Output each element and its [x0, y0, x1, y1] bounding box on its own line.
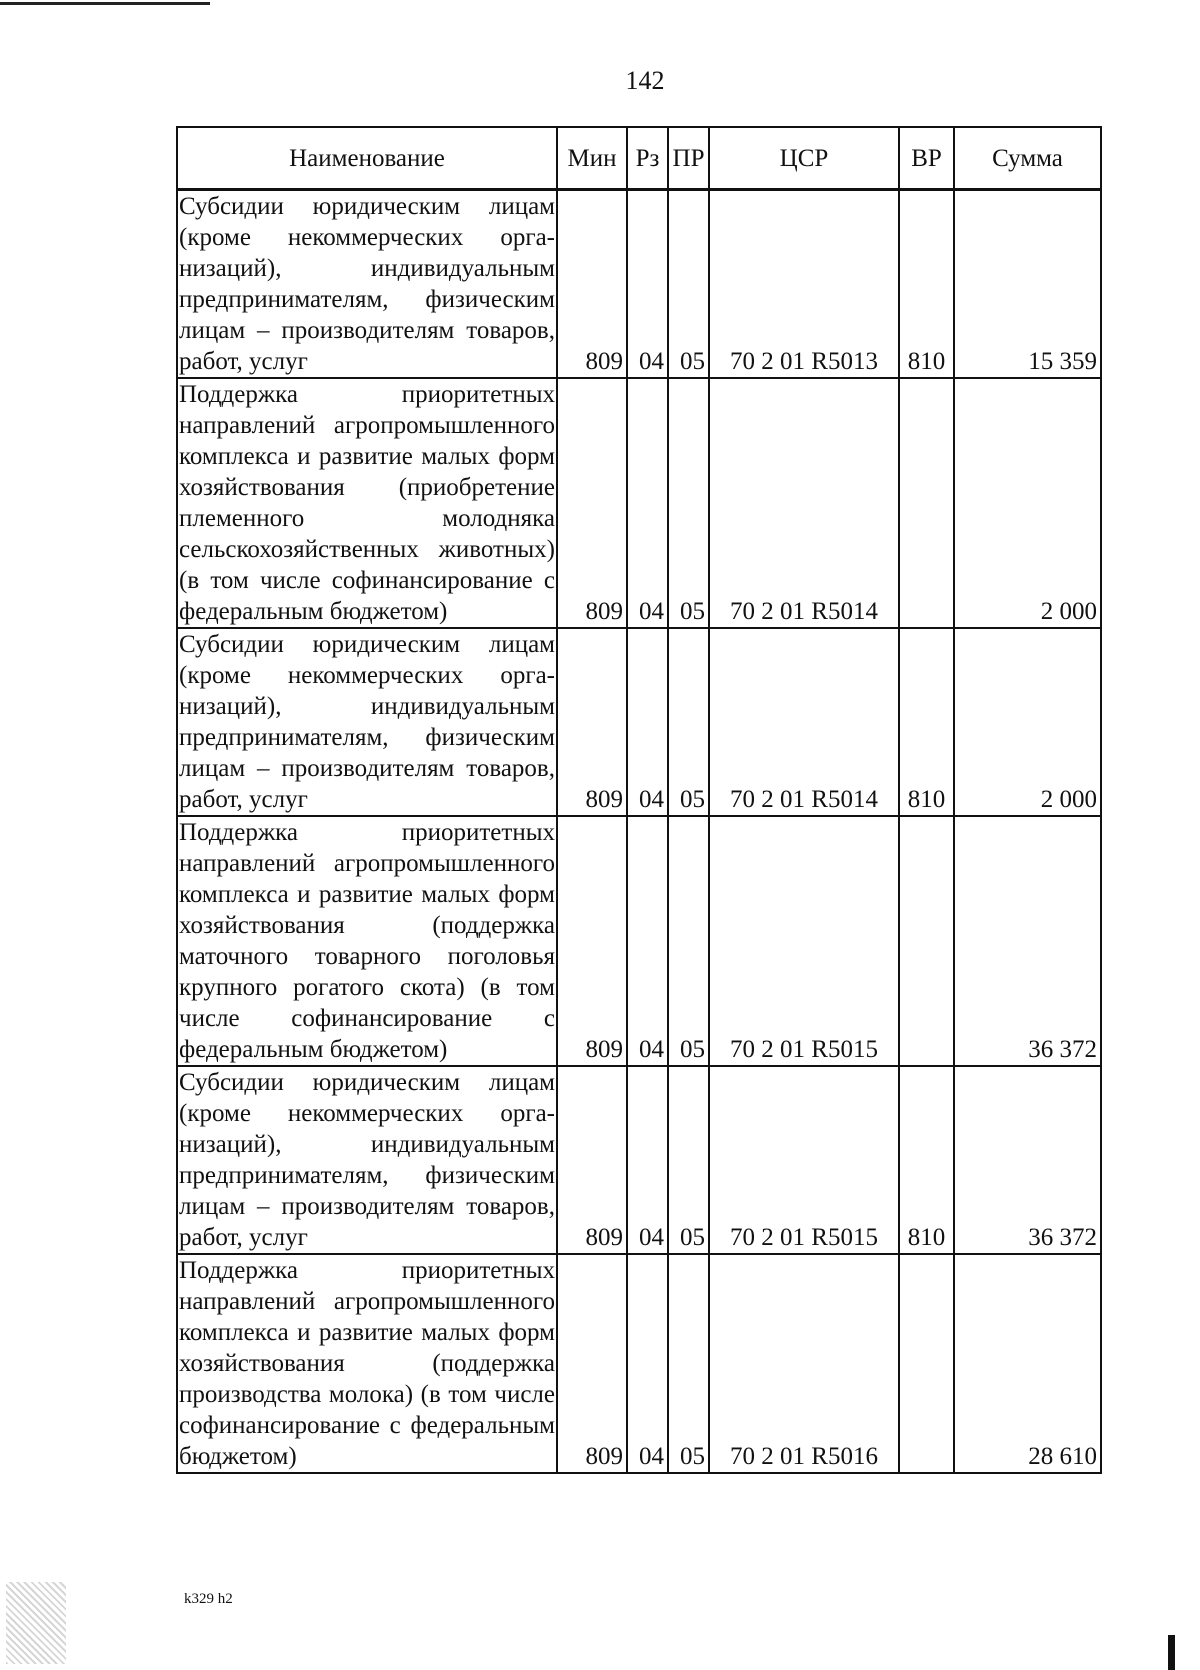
header-row — [177, 127, 1101, 190]
table-row — [177, 190, 1101, 379]
cell-vr — [899, 1254, 954, 1473]
header-pr: ПР — [668, 127, 709, 190]
cell-csr: 70 2 01 R5015 — [709, 1066, 899, 1254]
cell-pr: 05 — [668, 628, 709, 816]
cell-pr: 05 — [668, 816, 709, 1066]
header-rz: Рз — [627, 127, 668, 190]
cell-csr: 70 2 01 R5014 — [709, 628, 899, 816]
budget-table — [176, 126, 1102, 1474]
cell-sum: 2 000 — [954, 628, 1101, 816]
table-header — [177, 127, 1101, 190]
cell-pr: 05 — [668, 1254, 709, 1473]
table-row — [177, 628, 1101, 816]
header-csr: ЦСР — [709, 127, 899, 190]
cell-csr: 70 2 01 R5013 — [709, 190, 899, 379]
budget-table-container — [176, 126, 1100, 1474]
cell-rz: 04 — [627, 816, 668, 1066]
cell-rz: 04 — [627, 1254, 668, 1473]
page-number: 142 — [625, 66, 665, 95]
cell-vr: 810 — [899, 190, 954, 379]
top-scan-rule — [0, 2, 210, 5]
cell-name: Субсидии юридическим лицам (кроме некоммерческих организаций), индивидуальным предпринимателям, физическим лицам – производителям товаров, работ, услуг — [177, 1066, 557, 1254]
cell-min: 809 — [557, 378, 627, 628]
cell-min: 809 — [557, 190, 627, 379]
cell-name: Субсидии юридическим лицам (кроме некоммерческих организаций), индивидуальным предпринимателям, физическим лицам – производителям товаров, работ, услуг — [177, 628, 557, 816]
cell-rz: 04 — [627, 378, 668, 628]
cell-pr: 05 — [668, 1066, 709, 1254]
cell-pr: 05 — [668, 190, 709, 379]
cell-min: 809 — [557, 1254, 627, 1473]
cell-name: Субсидии юридическим лицам (кроме некоммерческих организаций), индивидуальным предпринимателям, физическим лицам – производителям товаров, работ, услуг — [177, 190, 557, 379]
header-min: Мин — [557, 127, 627, 190]
footer-document-code: k329 h2 — [184, 1591, 233, 1607]
cell-pr: 05 — [668, 378, 709, 628]
cell-name: Поддержка приоритетных направлений агропромышленного комплекса и развитие малых форм хозяйствования (поддержка производства молока) (в том числе софинансирование с федеральным бюджетом) — [177, 1254, 557, 1473]
cell-sum: 28 610 — [954, 1254, 1101, 1473]
cell-rz: 04 — [627, 628, 668, 816]
scan-edge-mark — [1168, 1635, 1175, 1670]
cell-sum: 15 359 — [954, 190, 1101, 379]
header-sum: Сумма — [954, 127, 1101, 190]
cell-vr — [899, 816, 954, 1066]
cell-name: Поддержка приоритетных направлений агропромышленного комплекса и развитие малых форм хозяйствования (поддержка маточного товарного поголовья крупного рогатого скота) (в том числе софинансирование с федеральным бюджетом) — [177, 816, 557, 1066]
cell-vr: 810 — [899, 1066, 954, 1254]
header-vr: ВР — [899, 127, 954, 190]
table-row — [177, 1066, 1101, 1254]
cell-min: 809 — [557, 628, 627, 816]
cell-rz: 04 — [627, 190, 668, 379]
header-name: Наименование — [177, 127, 557, 190]
cell-name: Поддержка приоритетных направлений агропромышленного комплекса и развитие малых форм хозяйствования (приобретение племенного молодняка сельскохозяйственных животных) (в том числе софинансирование с федеральным бюджетом) — [177, 378, 557, 628]
cell-min: 809 — [557, 1066, 627, 1254]
cell-min: 809 — [557, 816, 627, 1066]
cell-sum: 36 372 — [954, 816, 1101, 1066]
table-row — [177, 378, 1101, 628]
table-row — [177, 1254, 1101, 1473]
cell-vr: 810 — [899, 628, 954, 816]
cell-csr: 70 2 01 R5014 — [709, 378, 899, 628]
cell-csr: 70 2 01 R5016 — [709, 1254, 899, 1473]
table-body — [177, 190, 1101, 1474]
cell-sum: 2 000 — [954, 378, 1101, 628]
cell-sum: 36 372 — [954, 1066, 1101, 1254]
table-row — [177, 816, 1101, 1066]
cell-vr — [899, 378, 954, 628]
cell-csr: 70 2 01 R5015 — [709, 816, 899, 1066]
cell-rz: 04 — [627, 1066, 668, 1254]
scan-noise-mark — [6, 1582, 66, 1664]
